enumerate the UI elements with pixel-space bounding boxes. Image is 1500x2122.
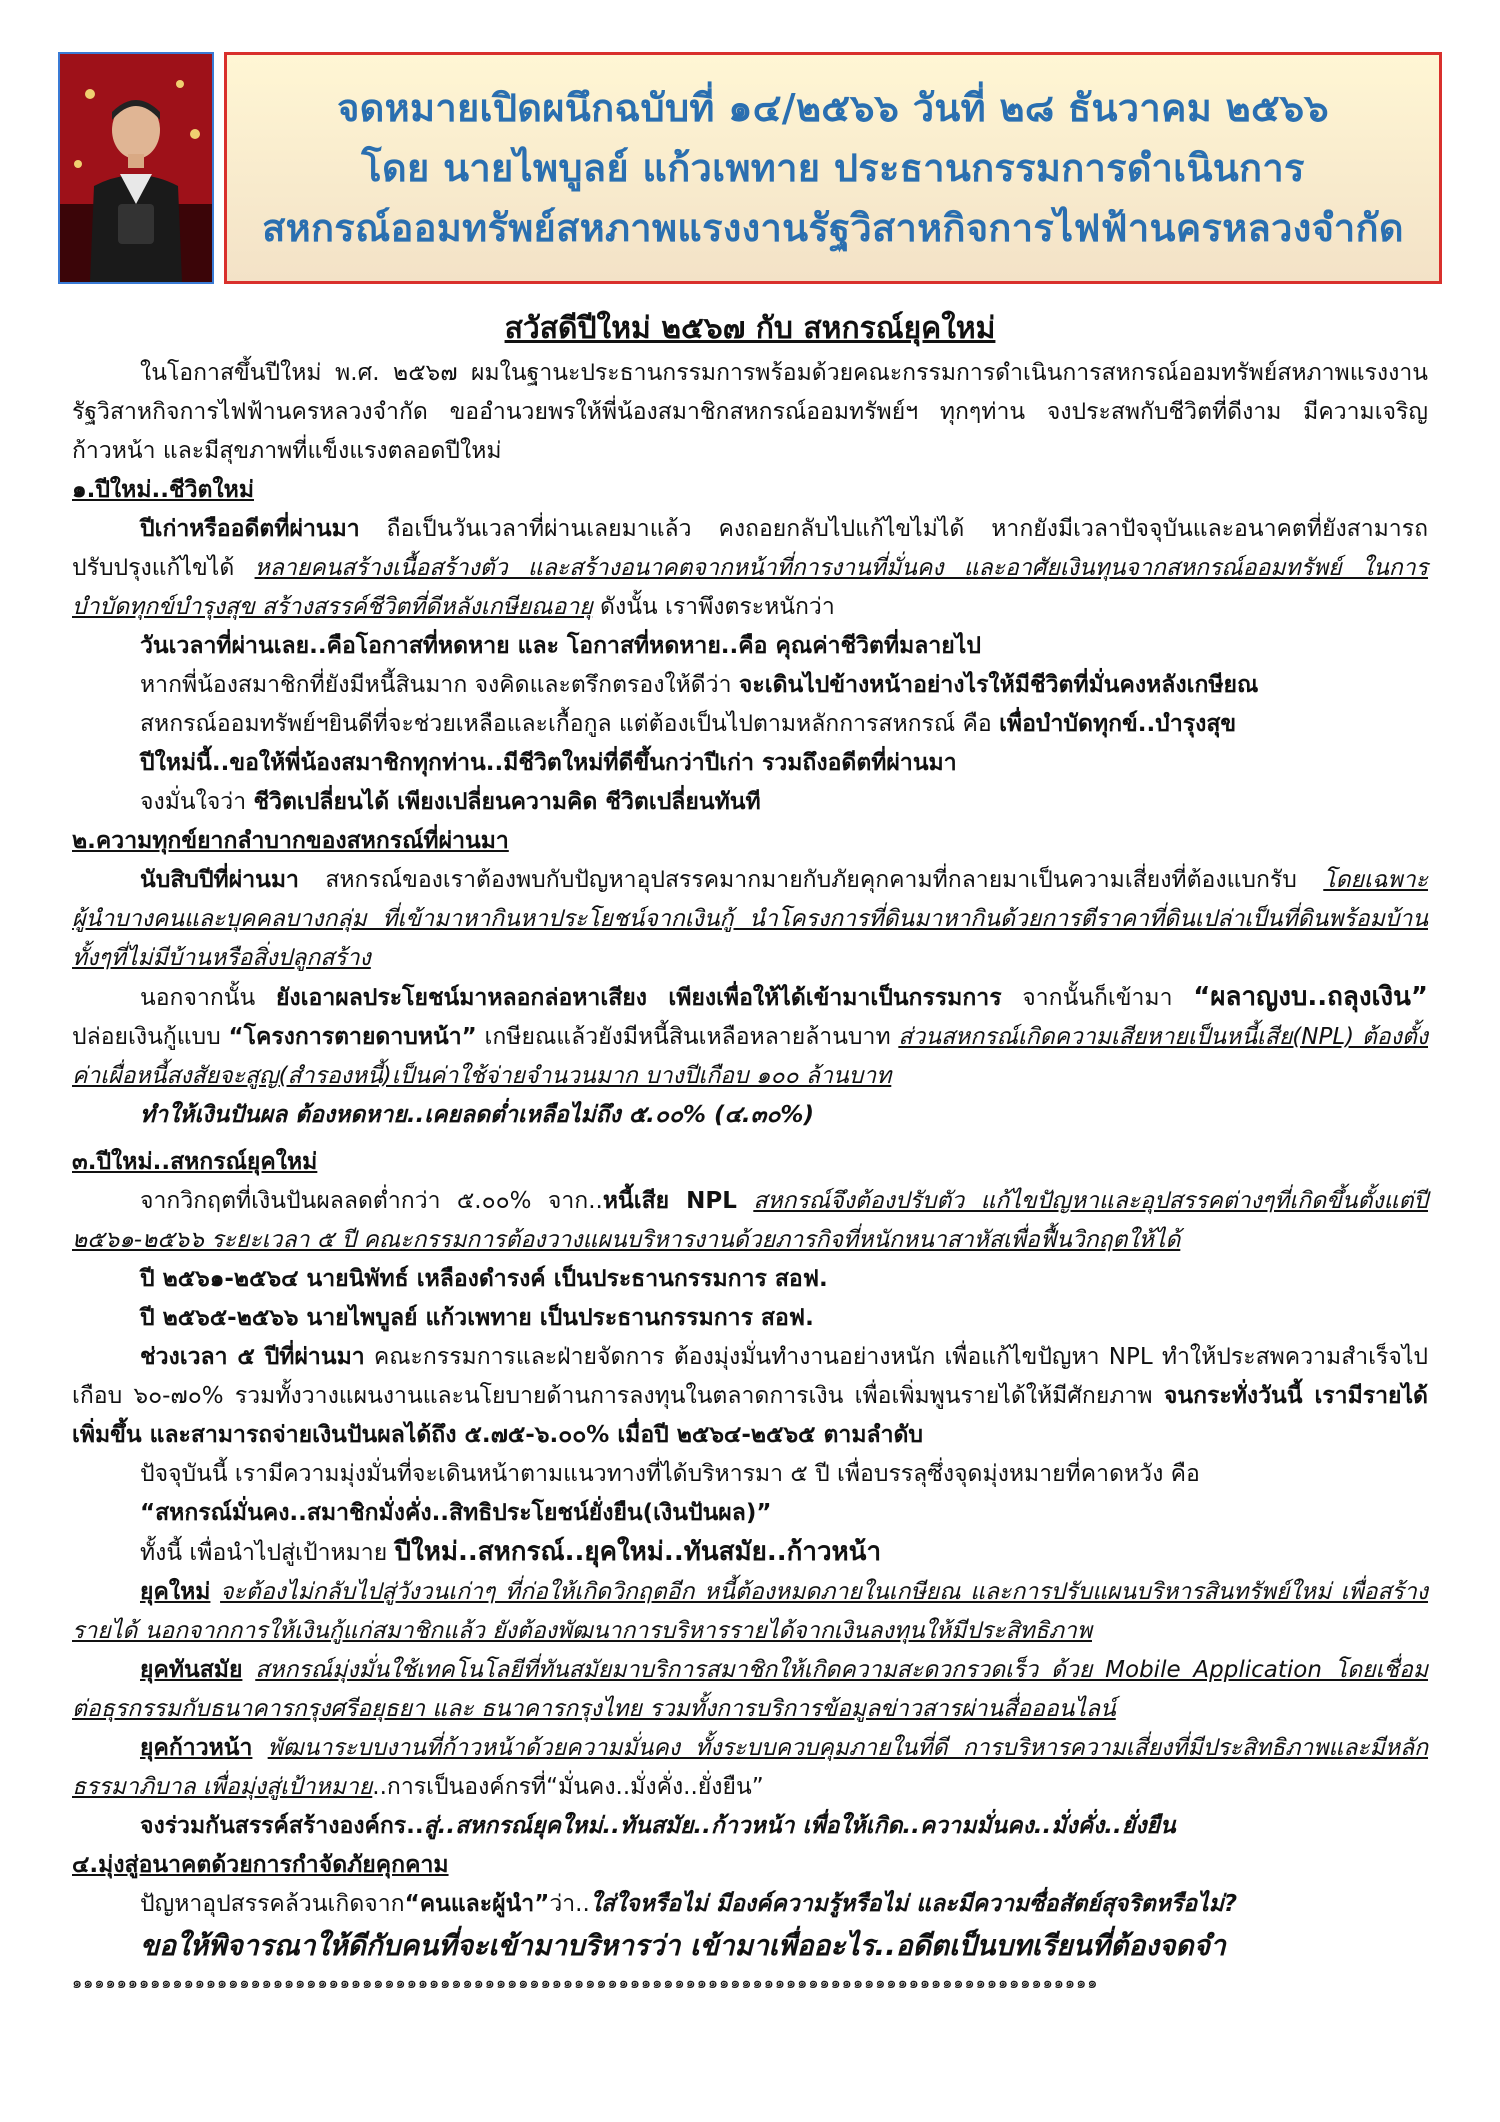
s2-p2-bold-2: “ผลาญงบ..ถลุงเงิน” [1193,982,1428,1012]
chairman-photo [58,52,214,284]
s1-p6-text: จงมั่นใจว่า [140,789,254,815]
s3-paragraph-6: “สหกรณ์มั่นคง..สมาชิกมั่งคั่ง..สิทธิประโยชน์ยั่งยืน(เงินปันผล)” [140,1500,772,1526]
s1-p1-text: ถือเป็นวันเวลาที่ผ่านเลยมาแล้ว คงถอยกลับไปแก้ไขไม่ได้ หากยังมีเวลาปัจจุบันและอนาคตที่ยังสามารถปรับปรุงแก้ไขได้ [72,516,1428,581]
s2-p2-underline: ส่วนสหกรณ์เกิดความเสียหายเป็นหนี้เสีย(NPL) ต้องตั้งค่าเผื่อหนี้สงสัยจะสูญ(สำรองหนี้)เป็นค่าใช้จ่ายจำนวนมาก บางปีเกือบ ๑๐๐ ล้านบาท [72,1024,1428,1089]
s3-paragraph-4 [72,1338,1428,1455]
s1-p1-underline: หลายคนสร้างเนื้อสร้างตัว และสร้างอนาคตจากหน้าที่การงานที่มั่นคง และอาศัยเงินทุนจากสหกรณ์ออมทรัพย์ ในการบำบัดทุกข์บำรุงสุข สร้างสรรค์ชีวิตที่ดีหลังเกษียณอายุ [72,555,1428,620]
header-line-1: จดหมายเปิดผนึกฉบับที่ ๑๔/๒๕๖๖ วันที่ ๒๘ ธันวาคม ๒๕๖๖ [337,86,1329,130]
s4-p1-bold: “คนและผู้นำ” [404,1891,550,1917]
s3-p8-underline: จะต้องไม่กลับไปสู่วังวนเก่าๆ ที่ก่อให้เกิดวิกฤตอีก หนี้ต้องหมดภายในเกษียณ และการปรับแผนบริหารสินทรัพย์ใหม่ เพื่อสร้างรายได้ นอกจากการให้เงินกู้แก่สมาชิกแล้ว ยังต้องพัฒนาการบริหารรายได้จากเงินลงทุนให้มีประสิทธิภาพ [72,1579,1429,1644]
s2-p2-text-4: เกษียณแล้วยังมีหนี้สินเหลือหลายล้านบาท [476,1024,899,1050]
s3-p8-heading: ยุคใหม่ [140,1579,211,1605]
s3-paragraph-10 [72,1729,1428,1807]
s1-p4-bold: เพื่อบำบัดทุกข์..บำรุงสุข [999,711,1237,737]
s2-p2-text-3: ปล่อยเงินกู้แบบ [72,1024,229,1050]
document-title: สวัสดีปีใหม่ ๒๕๖๗ กับ สหกรณ์ยุคใหม่ [504,311,996,346]
s3-p7-bold: ปีใหม่..สหกรณ์..ยุคใหม่..ทันสมัย..ก้าวหน้า [394,1537,882,1567]
s2-p2-text-2: จากนั้นก็เข้ามา [1001,985,1194,1011]
s3-paragraph-8 [72,1573,1428,1651]
section-2-heading: ๒.ความทุกข์ยากลำบากของสหกรณ์ที่ผ่านมา [72,828,509,854]
s3-paragraph-9 [72,1651,1428,1729]
s1-p1-end: ดังนั้น เราพึงตระหนักว่า [592,594,835,620]
s3-p10-underline: พัฒนาระบบงานที่ก้าวหน้าด้วยความมั่นคง ทั้งระบบควบคุมภายในที่ดี การบริหารความเสี่ยงที่มีประสิทธิภาพและมีหลักธรรมาภิบาล เพื่อมุ่งสู่เป้าหมาย [72,1735,1428,1800]
s3-p4-bold-2: จนกระทั่งวันนี้ เรามีรายได้เพิ่มขึ้น และสามารถจ่ายเงินปันผลได้ถึง ๕.๗๕-๖.๐๐% เมื่อปี ๒๕๖๔-๒๕๖๕ ตามลำดับ [72,1383,1428,1448]
person-portrait-icon [60,54,212,282]
s4-p1-text-2: ว่า.. [549,1891,590,1917]
s1-p4-text: สหกรณ์ออมทรัพย์ฯยินดีที่จะช่วยเหลือและเกื้อกูล แต่ต้องเป็นไปตามหลักการสหกรณ์ คือ [140,711,1000,737]
s1-paragraph-2: วันเวลาที่ผ่านเลย..คือโอกาสที่หดหาย และ โอกาสที่หดหาย..คือ คุณค่าชีวิตที่มลายไป [140,633,981,659]
section-4-heading: ๔.มุ่งสู่อนาคตด้วยการกำจัดภัยคุกคาม [72,1852,449,1878]
s1-p6-bold: ชีวิตเปลี่ยนได้ เพียงเปลี่ยนความคิด ชีวิตเปลี่ยนทันที [253,789,761,815]
s2-p1-bold: นับสิบปีที่ผ่านมา [140,867,299,893]
s2-paragraph-1 [72,861,1428,978]
section-3-heading: ๓.ปีใหม่..สหกรณ์ยุคใหม่ [72,1149,318,1175]
s3-p7-text: ทั้งนี้ เพื่อนำไปสู่เป้าหมาย [140,1540,395,1566]
s1-paragraph-1 [72,510,1428,627]
s3-p1-space [737,1188,753,1214]
s3-p4-bold: ช่วงเวลา ๕ ปีที่ผ่านมา [140,1344,365,1370]
s1-p1-bold: ปีเก่าหรืออดีตที่ผ่านมา [140,516,360,542]
s4-paragraph-1 [72,1885,1428,1924]
s2-p1-underline: โดยเฉพาะผู้นำบางคนและบุคคลบางกลุ่ม ที่เข้ามาหากินหาประโยชน์จากเงินกู้ นำโครงการที่ดินมาหากินด้วยการตีราคาที่ดินเปล่าเป็นที่ดินพร้อมบ้าน ทั้งๆที่ไม่มีบ้านหรือสิ่งปลูกสร้าง [72,867,1428,971]
s1-paragraph-3 [72,666,1428,705]
s3-paragraph-1 [72,1182,1428,1260]
s3-p10-heading: ยุคก้าวหน้า [140,1735,253,1761]
s2-p2-bold-1: ยังเอาผลประโยชน์มาหลอกล่อหาเสียง เพียงเพื่อให้ได้เข้ามาเป็นกรรมการ [275,985,1002,1011]
s1-p3-bold: จะเดินไปข้างหน้าอย่างไรให้มีชีวิตที่มั่นคงหลังเกษียณ [738,672,1259,698]
s3-paragraph-3: ปี ๒๕๖๕-๒๕๖๖ นายไพบูลย์ แก้วเพทาย เป็นประธานกรรมการ สอฟ. [140,1305,814,1331]
s3-p9-heading: ยุคทันสมัย [140,1657,243,1683]
s2-p2-text-1: นอกจากนั้น [140,985,276,1011]
header-line-2: โดย นายไพบูลย์ แก้วเพทาย ประธานกรรมการดำเนินการ [361,146,1305,190]
s3-p1-bold: หนี้เสีย NPL [602,1188,737,1214]
s3-p11-bold: จงร่วมกันสรรค์สร้างองค์กร.. [140,1813,424,1839]
s2-p1-text: สหกรณ์ของเราต้องพบกับปัญหาอุปสรรคมากมายกับภัยคุกคามที่กลายมาเป็นความเสี่ยงที่ต้องแบกรับ [298,867,1324,893]
footer-divider: ๑๑๑๑๑๑๑๑๑๑๑๑๑๑๑๑๑๑๑๑๑๑๑๑๑๑๑๑๑๑๑๑๑๑๑๑๑๑๑๑๑๑๑๑๑๑๑๑๑๑๑๑๑๑๑๑๑๑๑๑๑๑๑๑๑๑๑๑๑๑๑๑๑๑๑๑๑๑๑๑๑๑๑๑๑๑๑๑๑๑๑๑ [72,1973,1099,1992]
s4-p1-bold-italic: ใส่ใจหรือไม่ มีองค์ความรู้หรือไม่ และมีความซื่อสัตย์สุจริตหรือไม่? [589,1891,1238,1917]
s1-paragraph-6 [72,783,1428,822]
s3-paragraph-2: ปี ๒๕๖๑-๒๕๖๔ นายนิพัทธ์ เหลืองดำรงค์ เป็นประธานกรรมการ สอฟ. [140,1266,828,1292]
s1-p3-text: หากพี่น้องสมาชิกที่ยังมีหนี้สินมาก จงคิดและตรึกตรองให้ดีว่า [140,672,739,698]
s1-paragraph-5: ปีใหม่นี้..ขอให้พี่น้องสมาชิกทุกท่าน..มีชีวิตใหม่ที่ดีขึ้นกว่าปีเก่า รวมถึงอดีตที่ผ่านมา [140,750,957,776]
s3-p1-text: จากวิกฤตที่เงินปันผลลดต่ำกว่า ๕.๐๐% จาก.. [140,1188,603,1214]
closing-statement: ขอให้พิจารณาให้ดีกับคนที่จะเข้ามาบริหารว่า เข้ามาเพื่ออะไร..อดีตเป็นบทเรียนที่ต้องจดจำ [140,1929,1226,1962]
section-1-heading: ๑.ปีใหม่..ชีวิตใหม่ [72,477,254,503]
s3-p11-bold-italic: สู่..สหกรณ์ยุคใหม่..ทันสมัย..ก้าวหน้า เพื่อให้เกิด..ความมั่นคง..มั่งคั่ง..ยั่งยืน [423,1813,1176,1839]
letter-body [72,306,1428,1998]
s3-p10-text: ..การเป็นองค์กรที่“มั่นคง..มั่งคั่ง..ยั่งยืน” [372,1774,764,1800]
header-line-3: สหกรณ์ออมทรัพย์สหภาพแรงงานรัฐวิสาหกิจการไฟฟ้านครหลวงจำกัด [262,206,1404,250]
s3-paragraph-7 [72,1533,1428,1573]
s2-paragraph-2 [72,978,1428,1096]
s3-p9-underline: สหกรณ์มุ่งมั่นใช้เทคโนโลยีที่ทันสมัยมาบริการสมาชิกให้เกิดความสะดวกรวดเร็ว ด้วย Mobile Application โดยเชื่อมต่อธุรกรรมกับธนาคารกรุงศรีอยุธยา และ ธนาคารกรุงไทย รวมทั้งการบริการข้อมูลข่าวสารผ่านสื่อออนไลน์ [72,1657,1428,1722]
s3-paragraph-11 [72,1807,1428,1846]
letter-header [224,52,1442,284]
s3-paragraph-5: ปัจจุบันนี้ เรามีความมุ่งมั่นที่จะเดินหน้าตามแนวทางที่ได้บริหารมา ๕ ปี เพื่อบรรลุซึ่งจุดมุ่งหมายที่คาดหวัง คือ [140,1461,1200,1487]
s2-p2-bold-3: “โครงการตายดาบหน้า” [228,1024,477,1050]
s4-p1-text: ปัญหาอุปสรรคล้วนเกิดจาก [140,1891,405,1917]
s3-p4-text: คณะกรรมการและฝ่ายจัดการ ต้องมุ่งมั่นทำงานอย่างหนัก เพื่อแก้ไขปัญหา NPL ทำให้ประสพความสำเร็จไปเกือบ ๖๐-๗๐% รวมทั้งวางแผนงานและนโยบายด้านการลงทุนในตลาดการเงิน เพื่อเพิ่มพูนรายได้ให้มีศักยภาพ [72,1344,1428,1409]
s3-p1-underline: สหกรณ์จึงต้องปรับตัว แก้ไขปัญหาและอุปสรรคต่างๆที่เกิดขึ้นตั้งแต่ปี ๒๕๖๑-๒๕๖๖ ระยะเวลา ๕ ปี คณะกรรมการต้องวางแผนบริหารงานด้วยภารกิจที่หนักหนาสาหัสเพื่อฟื้นวิกฤตให้ได้ [72,1188,1429,1253]
intro-paragraph: ในโอกาสขึ้นปีใหม่ พ.ศ. ๒๕๖๗ ผมในฐานะประธานกรรมการพร้อมด้วยคณะกรรมการดำเนินการสหกรณ์ออมทรัพย์สหภาพแรงงานรัฐวิสาหกิจการไฟฟ้านครหลวงจำกัด ขออำนวยพรให้พี่น้องสมาชิกสหกรณ์ออมทรัพย์ฯ ทุกๆท่าน จงประสพกับชีวิตที่ดีงาม มีความเจริญก้าวหน้า และมีสุขภาพที่แข็งแรงตลอดปีใหม่ [72,360,1428,464]
s1-paragraph-4 [72,705,1428,744]
s2-paragraph-3: ทำให้เงินปันผล ต้องหดหาย..เคยลดต่ำเหลือไม่ถึง ๕.๐๐% (๔.๓๐%) [140,1102,814,1128]
